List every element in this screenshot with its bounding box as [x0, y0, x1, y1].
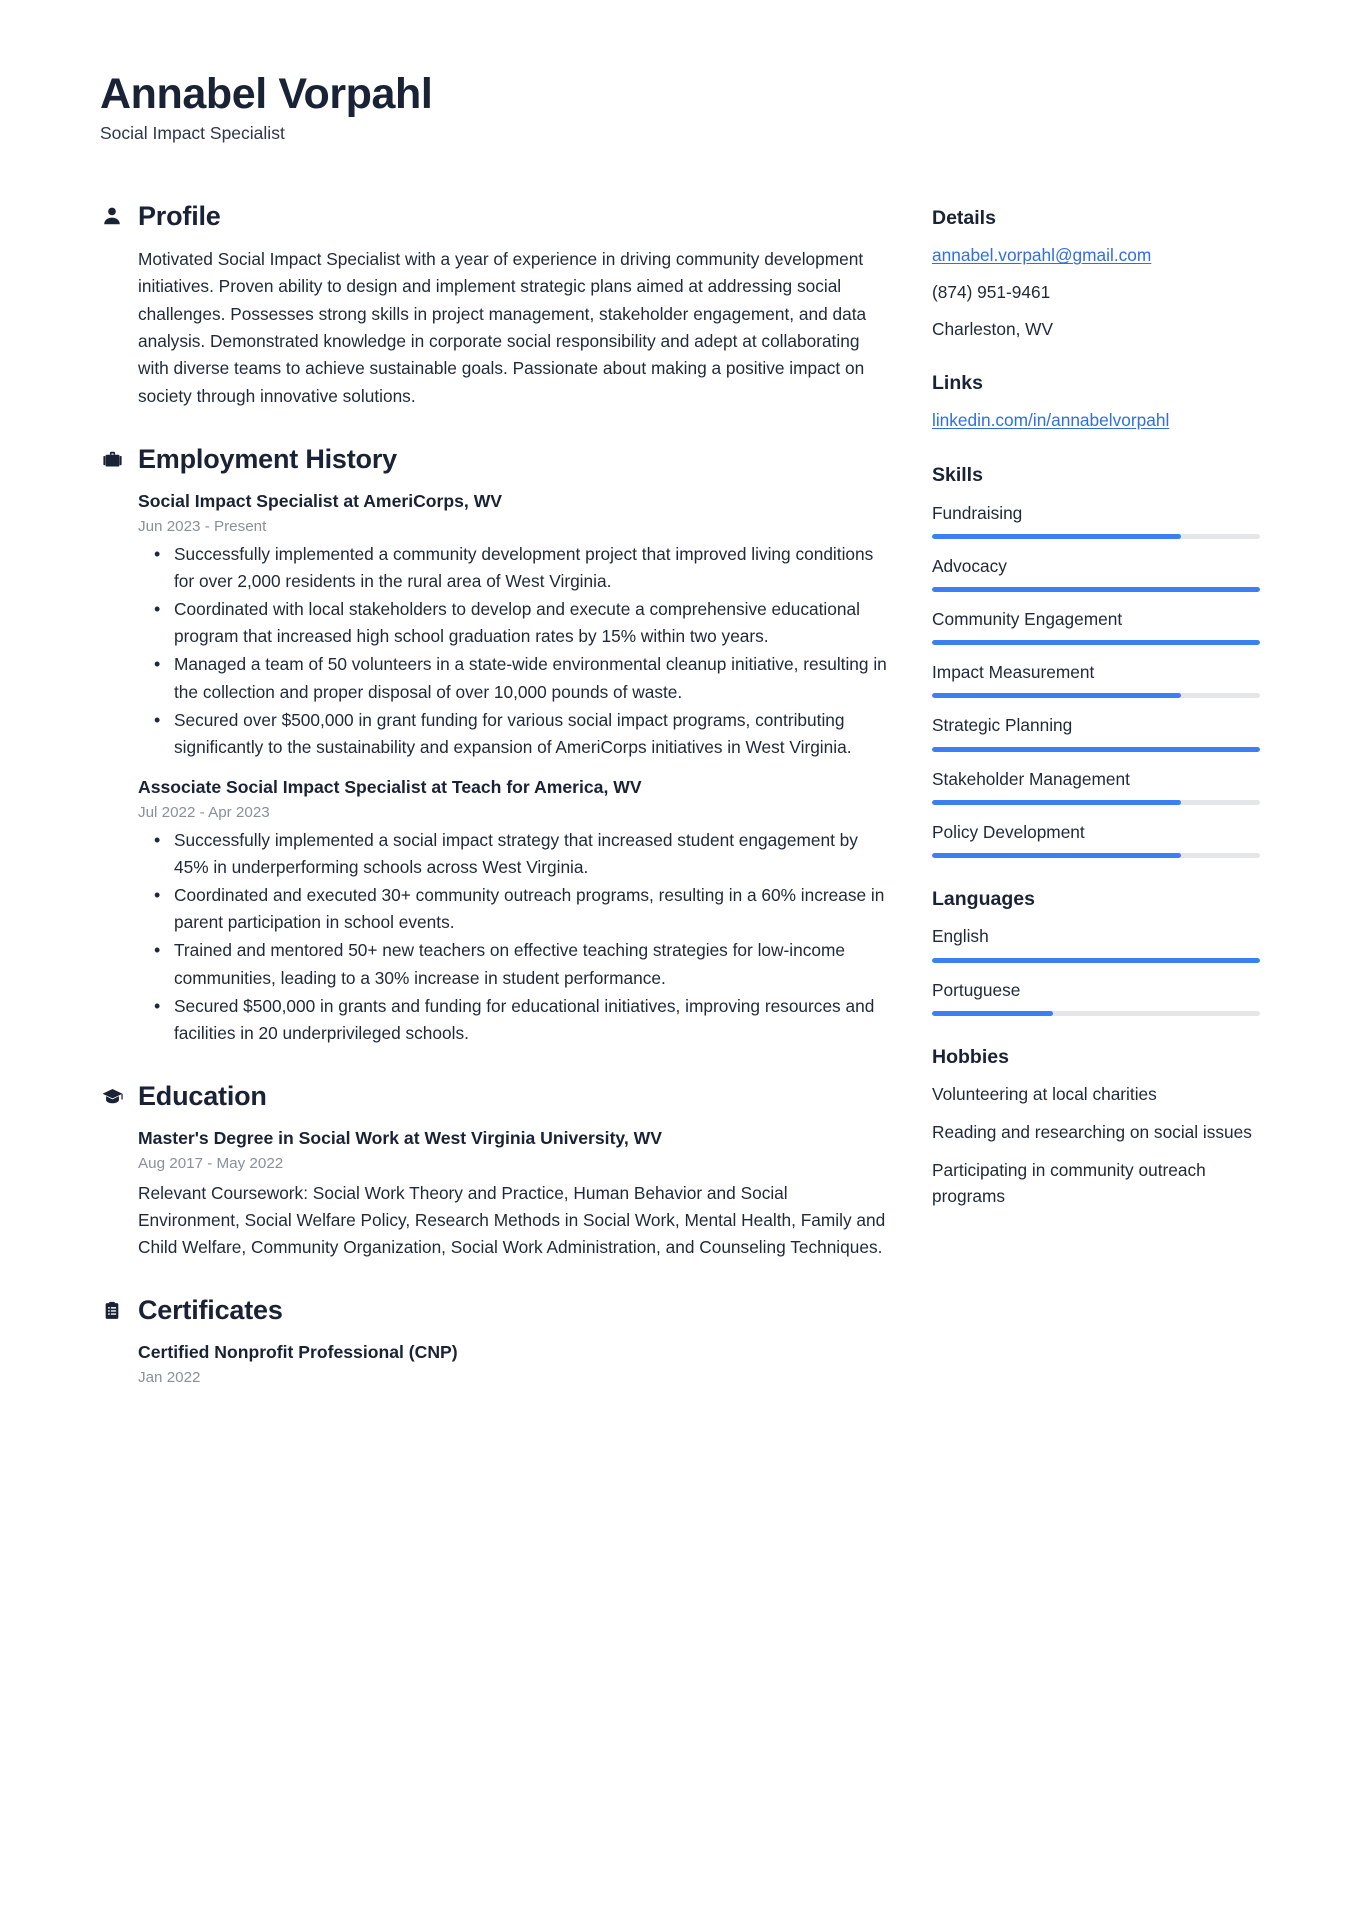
person-icon — [100, 204, 124, 228]
skill-row — [932, 554, 1262, 592]
list-item: • Trained and mentored 50+ new teachers on effective teaching strategies for low-income communities, leading to a 30% increase in student performance. — [138, 937, 890, 991]
entry-date: Jul 2022 - Apr 2023 — [138, 803, 270, 821]
skill-meter-track — [932, 747, 1260, 752]
list-item: • Coordinated with local stakeholders to develop and execute a comprehensive educational program that increased high school graduation rates by 15% within two years. — [138, 596, 890, 650]
entry-bullet-list — [138, 541, 890, 761]
clipboard-icon — [100, 1299, 124, 1323]
hobby-item: Participating in community outreach programs — [932, 1160, 1206, 1206]
section-profile — [100, 201, 890, 410]
skill-label: Policy Development — [932, 821, 1085, 842]
skill-row — [932, 713, 1262, 751]
entry-title: Certified Nonprofit Professional (CNP) — [138, 1342, 458, 1363]
resume-body — [100, 201, 1270, 1422]
sidebar-block-links — [932, 372, 1262, 434]
section-header-certificates — [100, 1295, 890, 1326]
skill-meter-fill — [932, 587, 1260, 592]
skill-row — [932, 767, 1262, 805]
skill-meter-fill — [932, 800, 1181, 805]
skill-meter-fill — [932, 534, 1181, 539]
sidebar-block-skills — [932, 464, 1262, 858]
section-body-education — [100, 1126, 890, 1261]
location-text: Charleston, WV — [932, 318, 1054, 339]
skill-meter-fill — [932, 640, 1260, 645]
graduation-cap-icon — [100, 1085, 124, 1109]
skill-row — [932, 660, 1262, 698]
skill-meter-fill — [932, 747, 1260, 752]
page-title: Annabel Vorpahl — [100, 70, 433, 118]
section-title-certificates: Certificates — [138, 1295, 283, 1326]
section-body-certificates — [100, 1340, 890, 1388]
resume-header — [100, 70, 1270, 145]
hobby-item: Volunteering at local charities — [932, 1084, 1157, 1105]
main-column — [100, 201, 890, 1422]
phone-text: (874) 951-9461 — [932, 282, 1051, 303]
sidebar-block-hobbies — [932, 1046, 1262, 1210]
entry-bullet-list — [138, 827, 890, 1047]
entry-title: Associate Social Impact Specialist at Teach for America, WV — [138, 777, 642, 797]
skill-row — [932, 820, 1262, 858]
list-item: • Secured over $500,000 in grant funding for various social impact programs, contributing significantly to the sustainability and expansion of AmeriCorps initiatives in West Virginia. — [138, 707, 890, 761]
language-label: Portuguese — [932, 979, 1021, 1000]
skill-label: Community Engagement — [932, 608, 1123, 629]
section-title-employment: Employment History — [138, 443, 397, 474]
section-header-employment — [100, 444, 890, 475]
language-label: English — [932, 926, 989, 947]
entry-date: Jan 2022 — [138, 1369, 201, 1387]
list-item: • Successfully implemented a social impact strategy that increased student engagement by 45% in underperforming schools across West Virginia. — [138, 827, 890, 881]
section-body-profile — [100, 246, 890, 410]
skill-label: Stakeholder Management — [932, 768, 1130, 789]
linkedin-link[interactable]: linkedin.com/in/annabelvorpahl — [932, 410, 1170, 431]
section-title-profile: Profile — [138, 200, 221, 231]
section-body-employment — [100, 489, 890, 1047]
sidebar-title-details: Details — [932, 206, 996, 229]
skill-meter-fill — [932, 693, 1181, 698]
sidebar-title-hobbies: Hobbies — [932, 1045, 1009, 1068]
hobby-item: Reading and researching on social issues — [932, 1122, 1252, 1143]
skill-label: Strategic Planning — [932, 715, 1073, 736]
skill-meter-track — [932, 587, 1260, 592]
section-title-education: Education — [138, 1081, 267, 1112]
section-employment — [100, 444, 890, 1047]
sidebar-column — [932, 201, 1262, 1240]
email-link[interactable]: annabel.vorpahl@gmail.com — [932, 245, 1152, 266]
entry-title: Master's Degree in Social Work at West Virginia University, WV — [138, 1128, 663, 1149]
entry-date: Aug 2017 - May 2022 — [138, 1154, 284, 1172]
employment-entry — [138, 775, 890, 1047]
skill-meter-track — [932, 693, 1260, 698]
language-meter-track — [932, 958, 1260, 963]
sidebar-title-skills: Skills — [932, 464, 983, 487]
sidebar-title-languages: Languages — [932, 887, 1035, 910]
language-row — [932, 924, 1262, 962]
briefcase-icon — [100, 447, 124, 471]
profile-text: Motivated Social Impact Specialist with a year of experience in driving community development initiatives. Proven ability to design and implement strategic plans aimed at addressing social challenges. Possesses strong skills in project management, stakeholder engagement, and data analysis. Demonstrated knowledge in corporate social responsibility and adept at collaborating with diverse teams to achieve sustainable goals. Passionate about making a positive impact on society through innovative solutions. — [138, 248, 867, 406]
job-title-subtitle: Social Impact Specialist — [100, 123, 285, 144]
entry-description: Relevant Coursework: Social Work Theory and Practice, Human Behavior and Social Environment, Social Welfare Policy, Research Methods in Social Work, Mental Health, Family and Child Welfare, Community Organization, Social Work Administration, and Counseling Techniques. — [138, 1182, 886, 1258]
skill-label: Fundraising — [932, 502, 1023, 523]
skill-row — [932, 607, 1262, 645]
language-row — [932, 978, 1262, 1016]
certificate-entry — [138, 1340, 890, 1388]
skill-meter-track — [932, 800, 1260, 805]
entry-date: Jun 2023 - Present — [138, 517, 267, 535]
section-header-profile — [100, 201, 890, 232]
skill-meter-fill — [932, 853, 1181, 858]
section-education — [100, 1081, 890, 1261]
skill-meter-track — [932, 640, 1260, 645]
entry-title: Social Impact Specialist at AmeriCorps, WV — [138, 490, 503, 511]
list-item: • Coordinated and executed 30+ community outreach programs, resulting in a 60% increase in parent participation in school events. — [138, 882, 890, 936]
skill-label: Impact Measurement — [932, 662, 1095, 683]
language-meter-track — [932, 1011, 1260, 1016]
list-item: • Successfully implemented a community development project that improved living conditions for over 2,000 residents in the rural area of West Virginia. — [138, 541, 890, 595]
skill-meter-track — [932, 853, 1260, 858]
language-meter-fill — [932, 958, 1260, 963]
language-meter-fill — [932, 1011, 1053, 1016]
list-item: • Managed a team of 50 volunteers in a state-wide environmental cleanup initiative, resulting in the collection and proper disposal of over 10,000 pounds of waste. — [138, 651, 890, 705]
sidebar-block-details — [932, 207, 1262, 342]
sidebar-title-links: Links — [932, 371, 983, 394]
skill-label: Advocacy — [932, 555, 1007, 576]
skill-row — [932, 501, 1262, 539]
list-item: • Secured $500,000 in grants and funding for educational initiatives, improving resources and facilities in 20 underprivileged schools. — [138, 993, 890, 1047]
education-entry — [138, 1126, 890, 1261]
sidebar-block-languages — [932, 888, 1262, 1016]
skill-meter-track — [932, 534, 1260, 539]
employment-entry — [138, 489, 890, 761]
section-certificates — [100, 1295, 890, 1388]
section-header-education — [100, 1081, 890, 1112]
